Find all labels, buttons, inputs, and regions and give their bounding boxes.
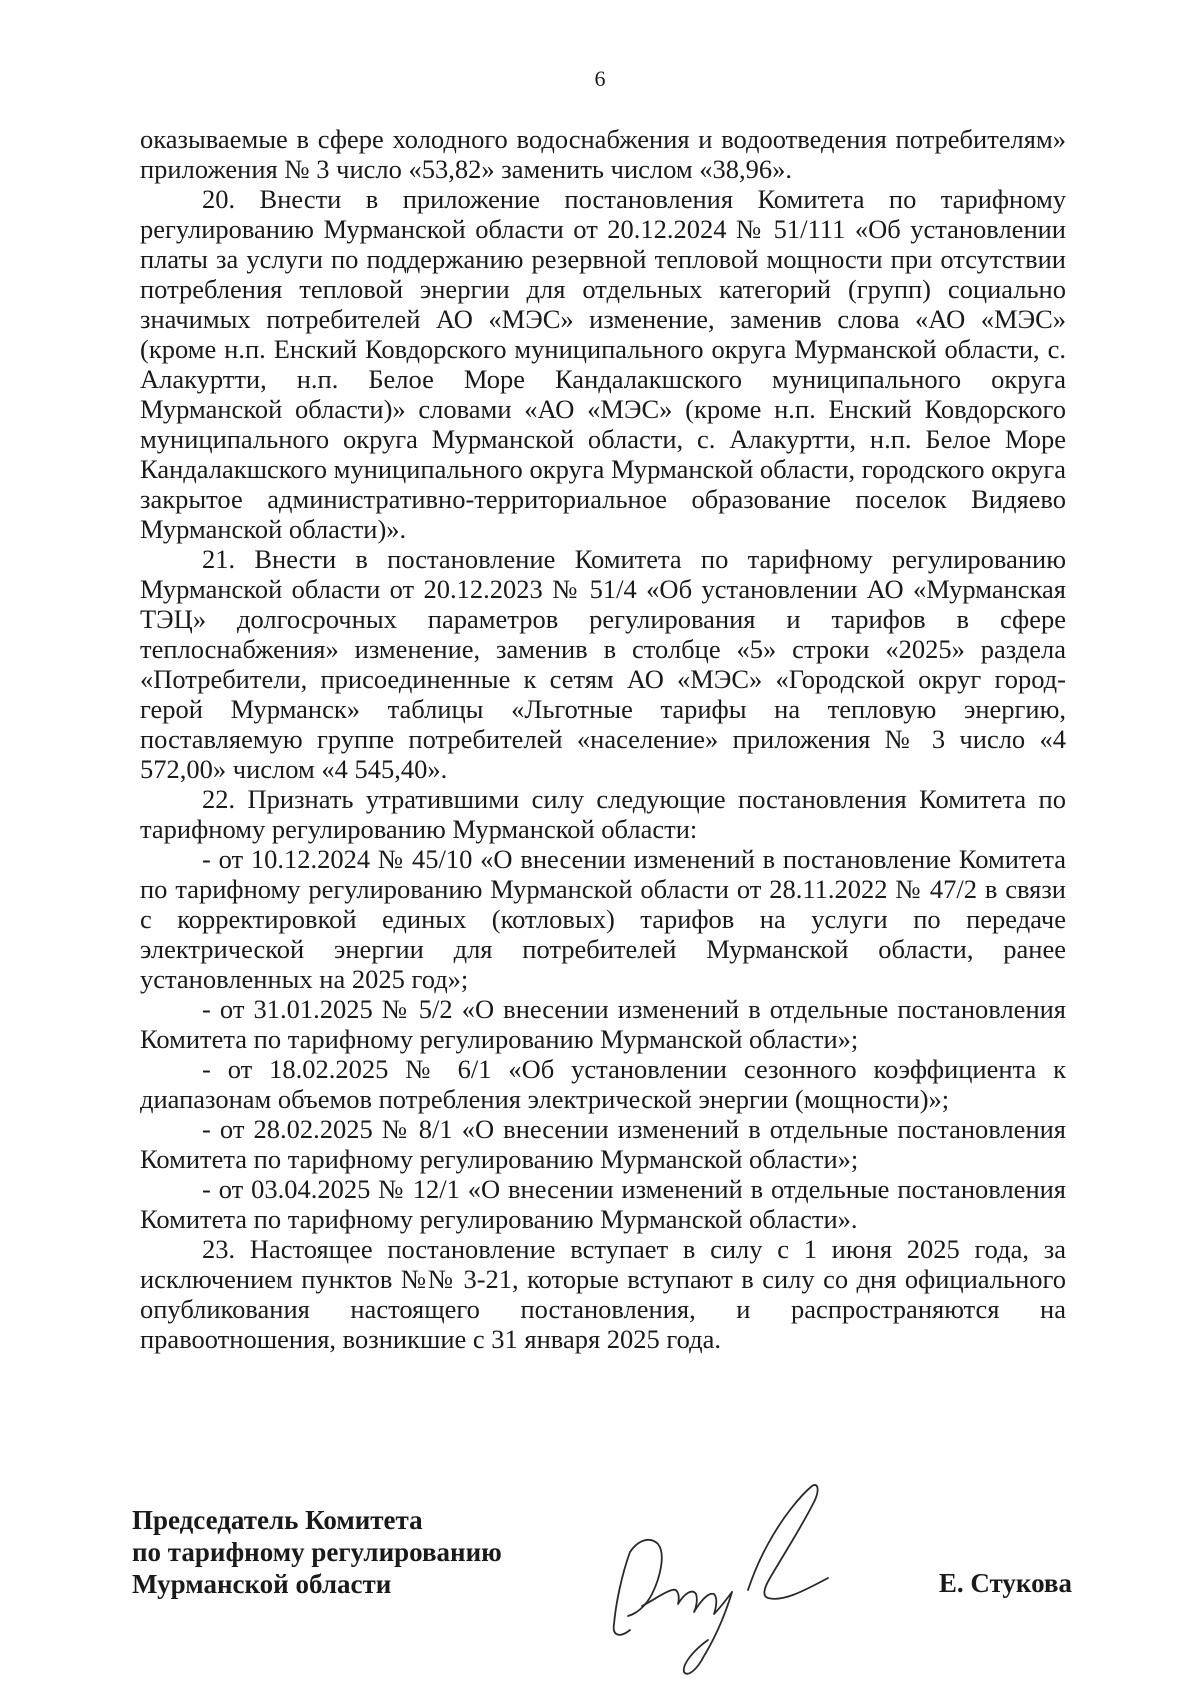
paragraph-item-21: 21. Внести в постановление Комитета по тарифному регулированию Мурманской области от 20.12.2023 № 51/4 «Об установлении АО «Мурманская ТЭЦ» долгосрочных параметров регулирования и тарифов в сфере теплоснабжения» изменение, заменив в столбце «5» строки «2025» раздела «Потребители, присоединенные к сетям АО «МЭС» «Городской округ город-герой Мурманск» таблицы «Льготные тарифы на тепловую энергию, поставляемую группе потребителей «население» приложения № 3 число «4 572,00» числом «4 545,40». [140, 544, 1066, 784]
repealed-resolution-5: - от 03.04.2025 № 12/1 «О внесении изменений в отдельные постановления Комитета по тарифному регулированию Мурманской области». [140, 1174, 1066, 1234]
repealed-resolution-2: - от 31.01.2025 № 5/2 «О внесении изменений в отдельные постановления Комитета по тарифному регулированию Мурманской области»; [140, 994, 1066, 1054]
signer-title-line: Председатель Комитета [132, 1505, 423, 1535]
signer-title-line: по тарифному регулированию [132, 1537, 502, 1567]
repealed-resolution-1: - от 10.12.2024 № 45/10 «О внесении изменений в постановление Комитета по тарифному регулированию Мурманской области от 28.11.2022 № 47/2 в связи с корректировкой единых (котловых) тарифов на услуги по передаче электрической энергии для потребителей Мурманской области, ранее установленных на 2025 год»; [140, 844, 1066, 994]
signer-title-line: Мурманской области [132, 1569, 392, 1599]
paragraph-item-20: 20. Внести в приложение постановления Комитета по тарифному регулированию Мурманской области от 20.12.2024 № 51/111 «Об установлении платы за услуги по поддержанию резервной тепловой мощности при отсутствии потребления тепловой энергии для отдельных категорий (групп) социально значимых потребителей АО «МЭС» изменение, заменив слова «АО «МЭС» (кроме н.п. Енский Ковдорского муниципального округа Мурманской области, с. Алакуртти, н.п. Белое Море Кандалакшского муниципального округа Мурманской области)» словами «АО «МЭС» (кроме н.п. Енский Ковдорского муниципального округа Мурманской области, с. Алакуртти, н.п. Белое Море Кандалакшского муниципального округа Мурманской области, городского округа закрытое административно-территориальное образование поселок Видяево Мурманской области)». [140, 184, 1066, 544]
page-number: 6 [594, 66, 606, 91]
handwritten-signature [602, 1474, 842, 1684]
document-body [140, 124, 1066, 1354]
repealed-resolution-4: - от 28.02.2025 № 8/1 «О внесении изменений в отдельные постановления Комитета по тарифному регулированию Мурманской области»; [140, 1114, 1066, 1174]
repealed-resolution-3: - от 18.02.2025 № 6/1 «Об установлении сезонного коэффициента к диапазонам объемов потребления электрической энергии (мощности)»; [140, 1054, 1066, 1114]
paragraph-item-22: 22. Признать утратившими силу следующие постановления Комитета по тарифному регулированию Мурманской области: [140, 784, 1066, 844]
paragraph-continuation: оказываемые в сфере холодного водоснабжения и водоотведения потребителям» приложения № 3 число «53,82» заменить числом «38,96». [140, 124, 1066, 184]
signature-block [132, 1504, 1072, 1694]
signer-title [132, 1504, 502, 1600]
signer-name: Е. Стукова [938, 1568, 1072, 1598]
paragraph-item-23: 23. Настоящее постановление вступает в силу с 1 июня 2025 года, за исключением пунктов №№ 3-21, которые вступают в силу со дня официального опубликования настоящего постановления, и распространяются на правоотношения, возникшие с 31 января 2025 года. [140, 1234, 1066, 1354]
